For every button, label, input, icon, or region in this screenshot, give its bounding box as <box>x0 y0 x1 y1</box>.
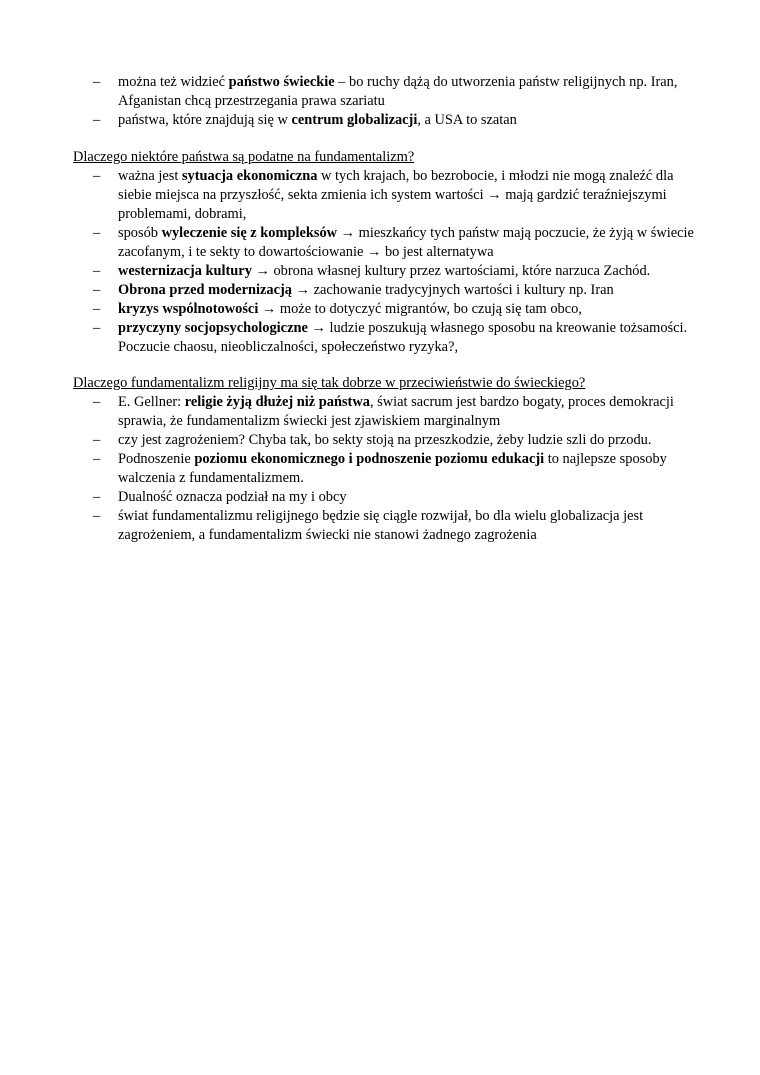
text-run: w tych krajach, bo bezrobocie, i młodzi nie mogą znaleźć dla siebie miejsca na przyszłość, sekta zmienia ich system wartości → mają gardzić teraźniejszymi problemami, dobrami, <box>118 168 674 222</box>
item-text <box>118 508 643 543</box>
dash-bullet: – <box>93 74 101 90</box>
text-run: – bo ruchy dążą do utworzenia państw religijnych np. Iran, Afganistan chcą przestrzegania prawa szariatu <box>118 74 678 109</box>
item-text <box>118 320 687 355</box>
bold-phrase: centrum globalizacji <box>291 112 418 128</box>
bold-phrase: kryzys wspólnotowości <box>118 301 259 317</box>
section2-list <box>0 393 760 545</box>
list-item <box>0 167 760 224</box>
dash-bullet: – <box>93 168 101 184</box>
item-text <box>118 301 582 317</box>
bold-phrase: religie żyją dłużej niż państwa <box>184 394 370 410</box>
list-item <box>0 488 760 507</box>
dash-bullet: – <box>93 225 101 241</box>
item-text <box>118 225 694 260</box>
section1-list <box>0 167 760 357</box>
bold-phrase: wyleczenie się z kompleksów <box>161 225 338 241</box>
intro-list <box>0 73 760 130</box>
dash-bullet: – <box>93 263 101 279</box>
item-text <box>118 263 650 279</box>
text-run: czy jest zagrożeniem? Chyba tak, bo sekty stoją na przeszkodzie, żeby ludzie szli do przodu. <box>118 432 652 448</box>
list-item <box>0 111 760 130</box>
text-run: ważna jest <box>118 168 182 184</box>
section2-heading: Dlaczego fundamentalizm religijny ma się tak dobrze w przeciwieństwie do świeckiego? <box>73 375 586 391</box>
list-item <box>0 431 760 450</box>
text-run: państwa, które znajdują się w <box>118 112 292 128</box>
text-run: → mieszkańcy tych państw mają poczucie, że żyją w świecie zacofanym, i te sekty to dowartościowanie → bo jest alternatywa <box>118 225 694 260</box>
text-run: Podnoszenie <box>118 451 195 467</box>
bold-phrase: państwo świeckie <box>228 74 335 90</box>
dash-bullet: – <box>93 451 101 467</box>
dash-bullet: – <box>93 432 101 448</box>
text-run: E. Gellner: <box>118 394 185 410</box>
item-text <box>118 394 674 429</box>
list-item <box>0 300 760 319</box>
item-text <box>118 168 673 222</box>
text-run: , a USA to szatan <box>417 112 517 128</box>
item-text <box>118 432 651 448</box>
bold-phrase: poziomu ekonomicznego i podnoszenie poziomu edukacji <box>194 451 545 467</box>
bold-phrase: Obrona przed modernizacją <box>118 282 293 298</box>
dash-bullet: – <box>93 282 101 298</box>
item-text <box>118 489 347 505</box>
list-item <box>0 507 760 545</box>
bold-phrase: sytuacja ekonomiczna <box>181 168 318 184</box>
text-run: → zachowanie tradycyjnych wartości i kultury np. Iran <box>292 282 614 298</box>
text-run: to najlepsze sposoby walczenia z fundamentalizmem. <box>118 451 667 486</box>
text-run: , świat sacrum jest bardzo bogaty, proces demokracji sprawia, że fundamentalizm świecki jest zjawiskiem marginalnym <box>118 394 674 429</box>
item-text <box>118 451 667 486</box>
dash-bullet: – <box>93 394 101 410</box>
item-text <box>118 112 517 128</box>
list-item <box>0 393 760 431</box>
list-item <box>0 450 760 488</box>
bold-phrase: przyczyny socjopsychologiczne <box>118 320 308 336</box>
list-item <box>0 262 760 281</box>
text-run: świat fundamentalizmu religijnego będzie się ciągle rozwijał, bo dla wielu globalizacja jest zagrożeniem, a fundamentalizm świecki nie stanowi żadnego zagrożenia <box>118 508 644 543</box>
section1-heading: Dlaczego niektóre państwa są podatne na fundamentalizm? <box>73 149 415 165</box>
text-run: sposób <box>118 225 162 241</box>
dash-bullet: – <box>93 508 101 524</box>
item-text <box>118 74 677 109</box>
list-item <box>0 319 760 357</box>
item-text <box>118 282 614 298</box>
text-run: → ludzie poszukują własnego sposobu na kreowanie tożsamości. Poczucie chaosu, nieobliczalności, społeczeństwo ryzyka?, <box>118 320 688 355</box>
bold-phrase: westernizacja kultury <box>118 263 252 279</box>
text-run: można też widzieć <box>118 74 229 90</box>
dash-bullet: – <box>93 112 101 128</box>
text-run: → obrona własnej kultury przez wartościami, które narzuca Zachód. <box>251 263 651 279</box>
list-item <box>0 73 760 111</box>
dash-bullet: – <box>93 301 101 317</box>
dash-bullet: – <box>93 320 101 336</box>
list-item <box>0 224 760 262</box>
list-item <box>0 281 760 300</box>
text-run: → może to dotyczyć migrantów, bo czują się tam obco, <box>258 301 582 317</box>
text-run: Dualność oznacza podział na my i obcy <box>118 489 347 505</box>
dash-bullet: – <box>93 489 101 505</box>
